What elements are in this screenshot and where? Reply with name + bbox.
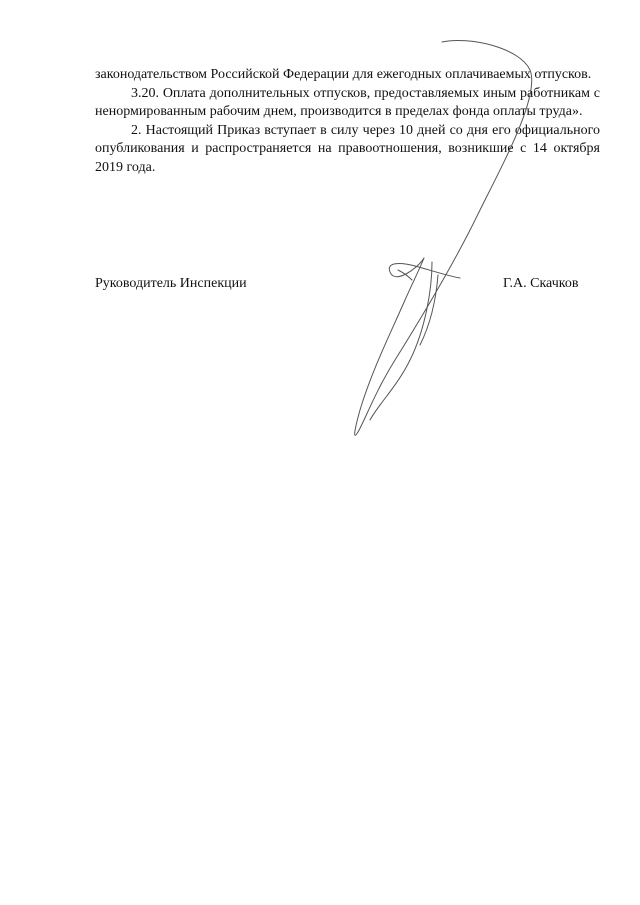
paragraph-clause-3-20: 3.20. Оплата дополнительных отпусков, предоставляемых иным работникам с ненормированным рабочим днем, производится в пределах фонда оплаты труда». [95,85,600,119]
paragraph-continuation: законодательством Российской Федерации для ежегодных оплачиваемых отпусков. [95,67,592,82]
signatory-name: Г.А. Скачков [503,276,579,291]
signatory-title: Руководитель Инспекции [95,276,247,291]
paragraph-clause-2: 2. Настоящий Приказ вступает в силу через 10 дней со дня его официального опубликования и распространяется на правоотношения, возникшие с 14 октября 2019 года. [95,122,600,175]
document-body [95,66,600,177]
